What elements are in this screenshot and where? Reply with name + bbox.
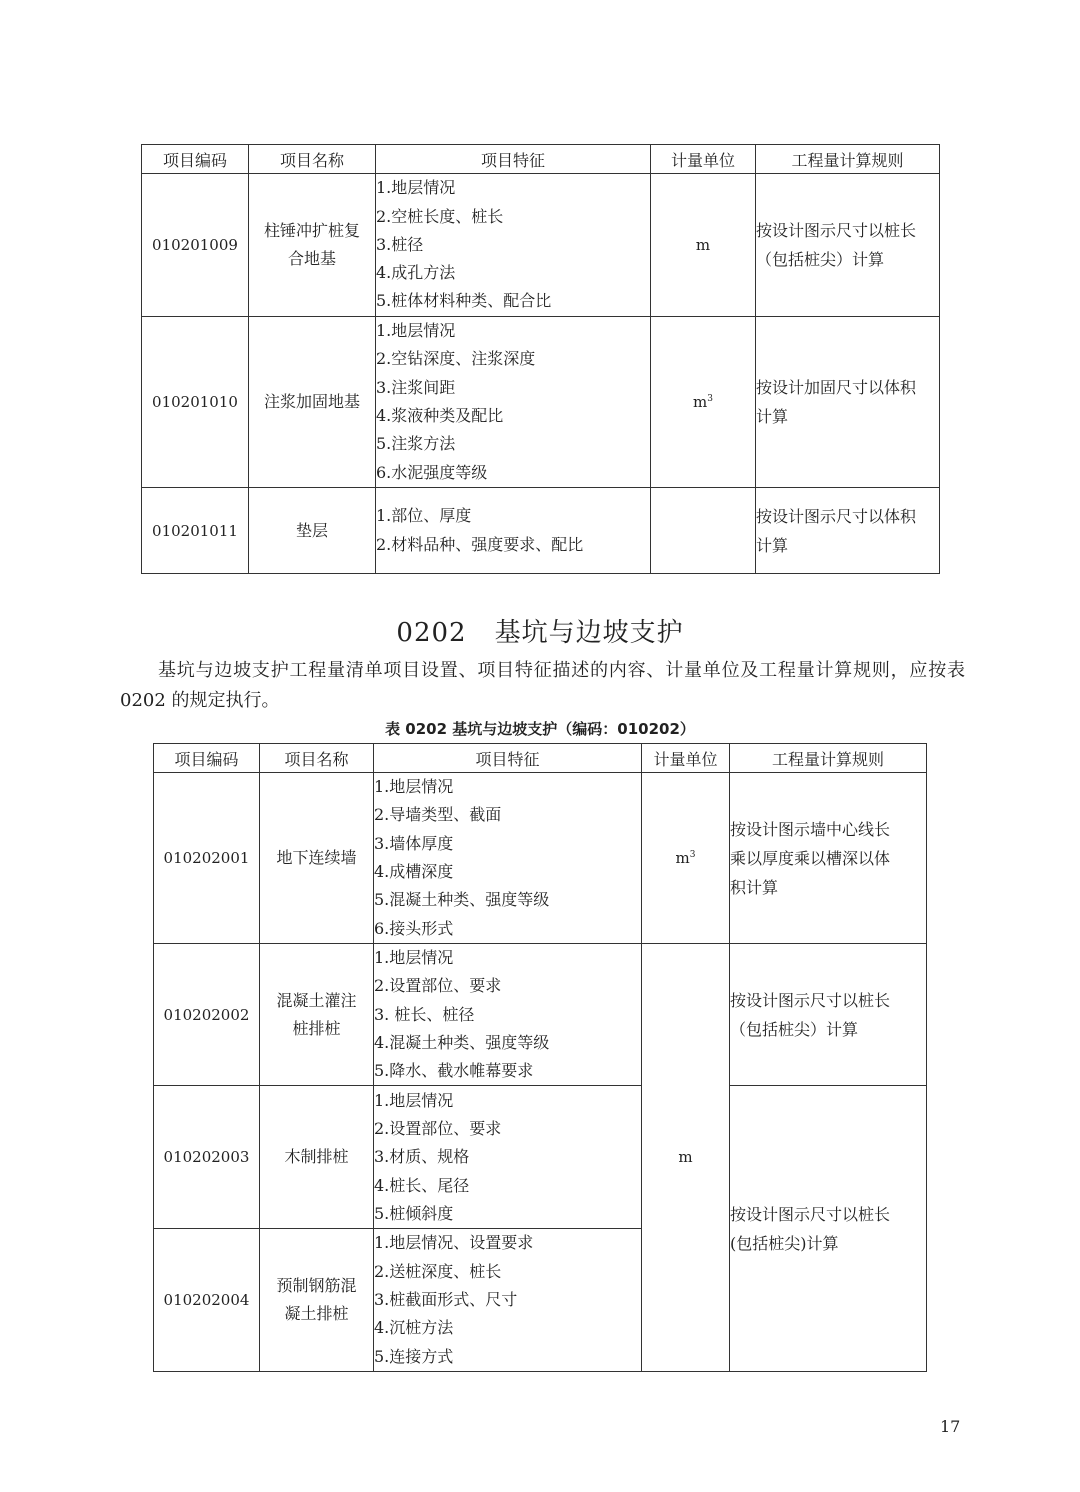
merged-unit: m — [642, 944, 730, 1372]
item-code: 010202001 — [154, 773, 260, 944]
feature-line: 5.连接方式 — [374, 1346, 454, 1366]
feature-line: 1.地层情况 — [374, 777, 454, 797]
feature-line: 2.材料品种、强度要求、配比 — [376, 534, 584, 554]
item-features — [376, 174, 651, 317]
rule-line: 按设计图示尺寸以体积 — [756, 506, 917, 526]
section-title: 基坑与边坡支护 — [494, 618, 684, 648]
item-code: 010202004 — [154, 1229, 260, 1371]
name-line: 注浆加固地基 — [263, 392, 360, 411]
feature-line: 1.部位、厚度 — [376, 506, 472, 526]
table-row — [142, 488, 940, 574]
feature-line: 4.浆液种类及配比 — [376, 406, 504, 425]
feature-line: 2.空钻深度、注浆深度 — [376, 349, 536, 369]
feature-line: 2.导墙类型、截面 — [374, 805, 502, 825]
item-code: 010201009 — [142, 174, 249, 317]
feature-line: 1.地层情况 — [376, 178, 456, 198]
item-code: 010201010 — [142, 317, 249, 488]
name-line: 地下连续墙 — [276, 848, 357, 867]
feature-line: 4.沉桩方法 — [374, 1318, 454, 1338]
item-name — [260, 1229, 374, 1371]
table-row — [154, 1086, 927, 1229]
name-line: 木制排桩 — [284, 1147, 349, 1167]
item-rule — [756, 174, 940, 317]
name-line: 预制钢筋混 — [276, 1276, 357, 1296]
table-row — [154, 773, 927, 944]
table-row — [142, 174, 940, 317]
item-rule — [756, 317, 940, 488]
page-number: 17 — [940, 1417, 961, 1436]
header-rule: 工程量计算规则 — [730, 744, 927, 773]
feature-line: 1.地层情况 — [376, 321, 456, 341]
item-name — [249, 174, 376, 317]
section-paragraph: 基坑与边坡支护工程量清单项目设置、项目特征描述的内容、计量单位及工程量计算规则，应按表 0202 的规定执行。 — [120, 660, 965, 711]
feature-line: 4.桩长、尾径 — [374, 1175, 470, 1195]
item-name — [260, 773, 374, 944]
item-rule — [730, 773, 927, 944]
rule-line: 按设计图示尺寸以桩长 — [756, 221, 917, 240]
rule-line: 按设计图示尺寸以桩长 — [730, 1204, 891, 1224]
item-features — [374, 773, 642, 944]
header-code: 项目编码 — [142, 145, 249, 174]
unit-text: m — [693, 393, 708, 411]
feature-line: 4.成槽深度 — [374, 862, 454, 881]
feature-line: 3.桩截面形式、尺寸 — [374, 1290, 518, 1310]
item-name — [260, 944, 374, 1086]
item-name — [249, 488, 376, 574]
rule-line: 按设计图示墙中心线长 — [730, 819, 891, 839]
item-code: 010202002 — [154, 944, 260, 1086]
table-header-row — [142, 145, 940, 174]
table-header-row — [154, 744, 927, 773]
feature-line: 2.设置部位、要求 — [374, 1119, 502, 1139]
name-line: 垫层 — [295, 520, 328, 540]
name-line: 柱锤冲扩桩复 — [263, 221, 360, 240]
item-unit — [651, 488, 756, 574]
rule-line: 按设计加固尺寸以体积 — [756, 378, 917, 397]
item-features — [374, 944, 642, 1086]
feature-line: 1.地层情况 — [374, 1090, 454, 1110]
item-unit — [642, 773, 730, 944]
feature-line: 6.接头形式 — [374, 918, 454, 938]
rule-line: 计算 — [756, 535, 789, 555]
item-features — [374, 1086, 642, 1229]
feature-line: 3.墙体厚度 — [374, 833, 454, 853]
feature-line: 1.地层情况、设置要求 — [374, 1233, 534, 1253]
feature-line: 2.送桩深度、桩长 — [374, 1261, 502, 1281]
item-rule — [756, 488, 940, 574]
item-features — [374, 1229, 642, 1371]
item-features — [376, 317, 651, 488]
item-name — [249, 317, 376, 488]
feature-line: 2.空桩长度、桩长 — [376, 206, 504, 226]
header-name: 项目名称 — [260, 744, 374, 773]
item-unit — [651, 317, 756, 488]
header-unit: 计量单位 — [651, 145, 756, 174]
table-row — [142, 317, 940, 488]
table-0201-continued — [141, 144, 940, 574]
feature-line: 5.桩体材料种类、配合比 — [376, 291, 552, 311]
feature-line: 4.混凝土种类、强度等级 — [374, 1032, 550, 1052]
table-row — [154, 944, 927, 1086]
unit-text: m — [675, 849, 690, 867]
item-name — [260, 1086, 374, 1229]
name-line: 混凝土灌注 — [276, 990, 357, 1010]
feature-line: 5.混凝土种类、强度等级 — [374, 890, 550, 910]
rule-line: 按设计图示尺寸以桩长 — [730, 990, 891, 1010]
item-features — [376, 488, 651, 574]
header-features: 项目特征 — [374, 744, 642, 773]
feature-line: 3.材质、规格 — [374, 1147, 470, 1167]
unit-superscript: 3 — [707, 394, 713, 404]
name-line: 凝土排桩 — [284, 1304, 349, 1324]
rule-line: （包括桩尖）计算 — [756, 250, 885, 269]
feature-line: 4.成孔方法 — [376, 263, 456, 283]
rule-line: 乘以厚度乘以槽深以体 — [730, 848, 891, 868]
header-rule: 工程量计算规则 — [756, 145, 940, 174]
feature-line: 5.桩倾斜度 — [374, 1203, 454, 1223]
feature-line: 6.水泥强度等级 — [376, 462, 488, 482]
feature-line: 2.设置部位、要求 — [374, 976, 502, 996]
feature-line: 3.注浆间距 — [376, 377, 456, 397]
rule-line: （包括桩尖）计算 — [730, 1019, 859, 1039]
header-name: 项目名称 — [249, 145, 376, 174]
unit-text: m — [695, 236, 711, 254]
header-code: 项目编码 — [154, 744, 260, 773]
feature-line: 3.桩径 — [376, 234, 424, 254]
unit-superscript: 3 — [689, 850, 696, 860]
rule-line: 积计算 — [730, 877, 779, 897]
rule-line: 计算 — [756, 407, 789, 426]
item-rule — [730, 944, 927, 1086]
item-code: 010201011 — [142, 488, 249, 574]
item-unit — [651, 174, 756, 317]
section-heading — [0, 612, 1080, 649]
table-caption: 表 0202 基坑与边坡支护（编码：010202） — [385, 720, 695, 738]
feature-line: 5.降水、截水帷幕要求 — [374, 1061, 534, 1081]
feature-line: 5.注浆方法 — [376, 434, 456, 454]
item-code: 010202003 — [154, 1086, 260, 1229]
merged-rule — [730, 1086, 927, 1371]
feature-line: 3. 桩长、桩径 — [374, 1004, 475, 1024]
header-unit: 计量单位 — [642, 744, 730, 773]
feature-line: 1.地层情况 — [374, 948, 454, 967]
rule-line: (包括桩尖)计算 — [730, 1233, 839, 1253]
section-number: 0202 — [396, 618, 467, 648]
table-0202 — [153, 743, 927, 1372]
header-features: 项目特征 — [376, 145, 651, 174]
name-line: 桩排桩 — [292, 1018, 341, 1038]
name-line: 合地基 — [287, 249, 336, 268]
